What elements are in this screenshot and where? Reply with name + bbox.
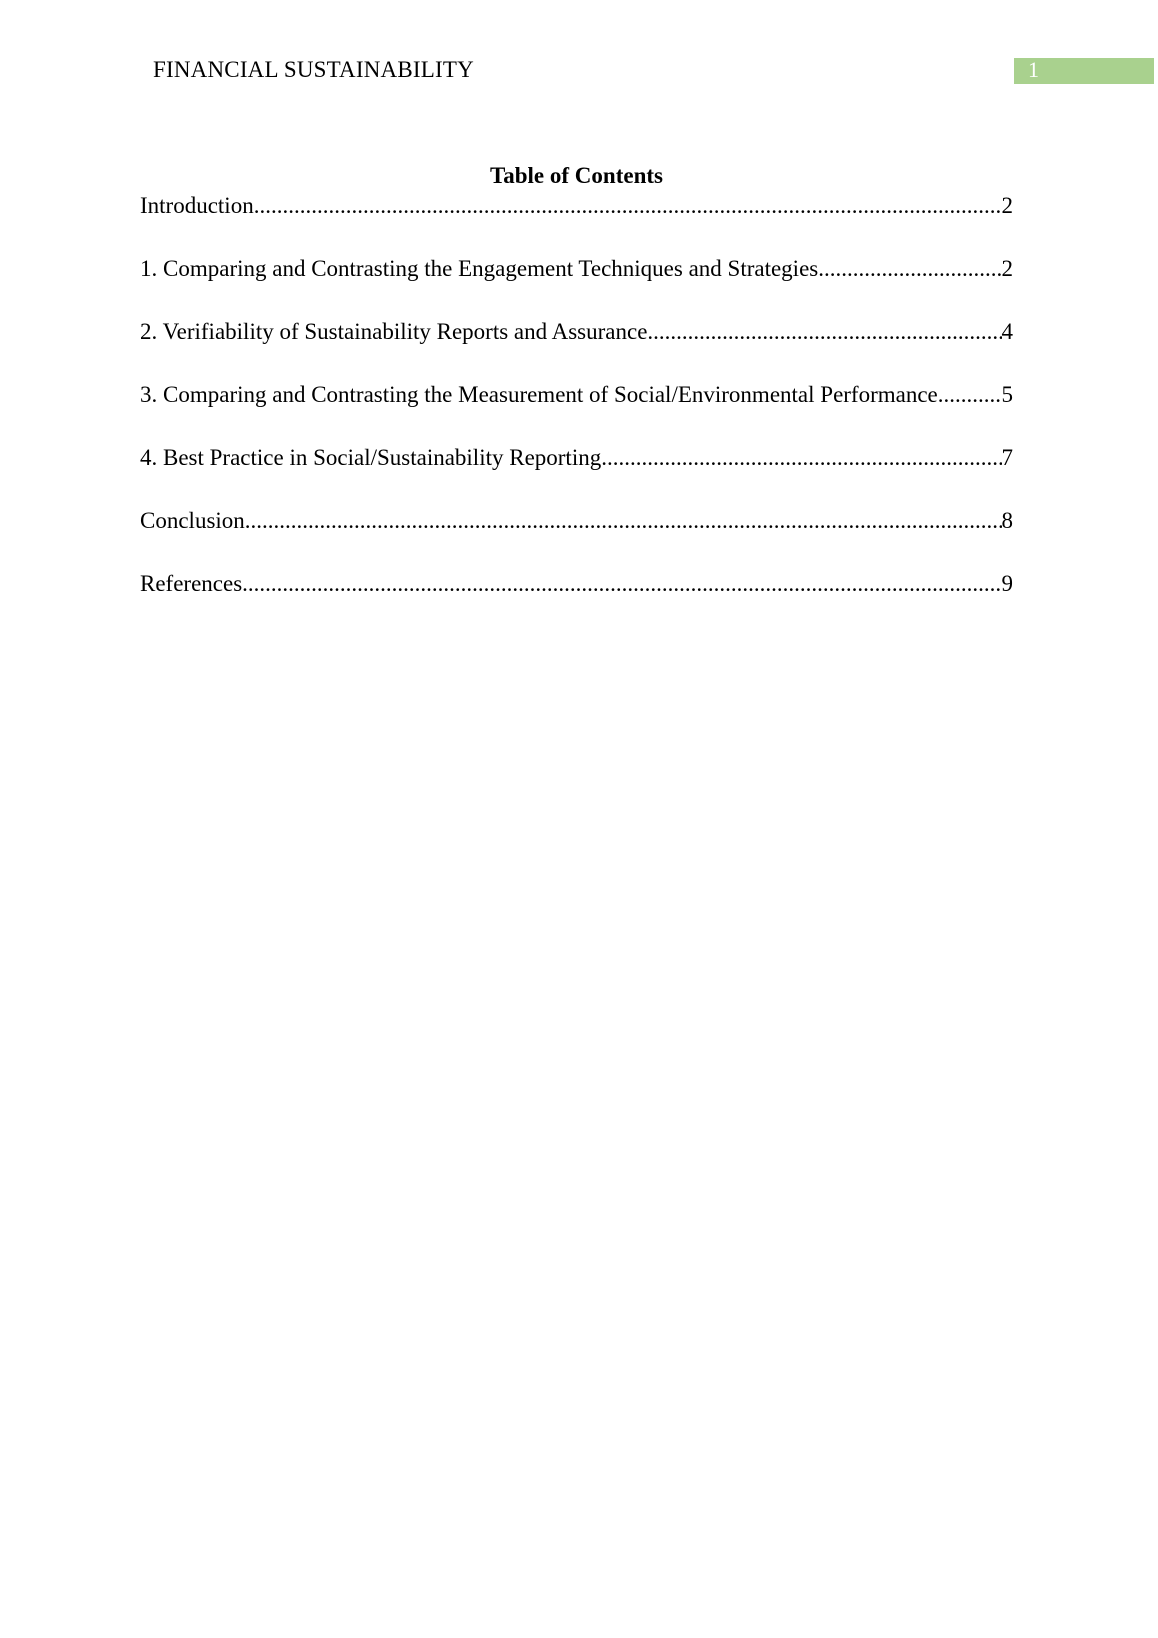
toc-dot-leader [938,381,1002,409]
toc-entry-engagement-techniques[interactable] [140,255,1013,318]
toc-entry-text: Introduction [140,193,254,218]
toc-dot-leader [245,507,1002,535]
toc-entry-page: 4 [1001,319,1013,344]
toc-entry-best-practice[interactable] [140,444,1013,507]
toc-entry-text: 3. Comparing and Contrasting the Measurement of Social/Environmental Performance [140,382,938,407]
toc-title: Table of Contents [490,163,663,188]
toc-dot-leader [242,570,1001,598]
toc-entry-page: 8 [1001,508,1013,533]
toc-dot-leader [647,318,1001,346]
toc-entry-measurement[interactable] [140,381,1013,444]
page-number: 1 [1028,57,1039,82]
toc-entry-references[interactable] [140,570,1013,633]
toc-dot-leader [601,444,1001,472]
toc-entry-conclusion[interactable] [140,507,1013,570]
toc-entry-introduction[interactable] [140,192,1013,255]
toc-dot-leader [254,192,1002,220]
toc-entry-page: 2 [1001,193,1013,218]
toc-entry-page: 9 [1001,571,1013,596]
toc-entry-page: 5 [1001,382,1013,407]
toc-entry-verifiability[interactable] [140,318,1013,381]
table-of-contents [140,192,1013,633]
toc-entry-page: 7 [1001,445,1013,470]
toc-entry-text: 1. Comparing and Contrasting the Engagement Techniques and Strategies [140,256,819,281]
running-head: FINANCIAL SUSTAINABILITY [153,57,474,82]
page-number-box [1014,58,1154,84]
toc-entry-text: Conclusion [140,508,245,533]
toc-entry-page: 2 [1001,256,1013,281]
toc-entry-text: 4. Best Practice in Social/Sustainability Reporting [140,445,602,470]
toc-entry-text: References [140,571,243,596]
toc-entry-text: 2. Verifiability of Sustainability Reports and Assurance [140,319,648,344]
toc-dot-leader [818,255,1001,283]
